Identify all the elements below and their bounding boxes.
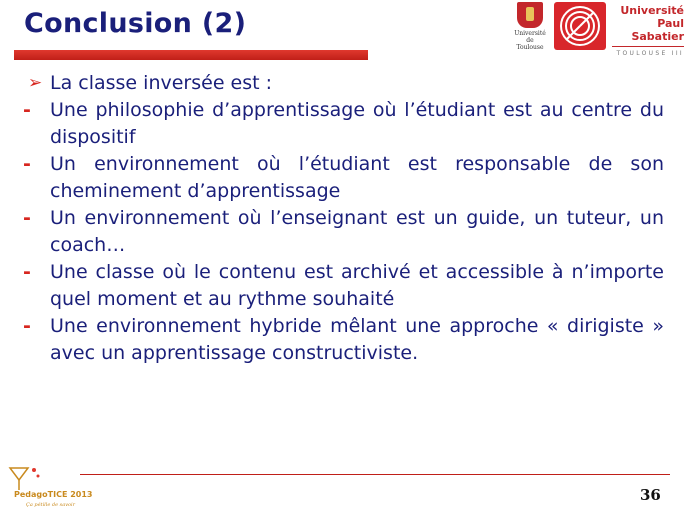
ut-logo-line2: de Toulouse bbox=[516, 37, 544, 51]
ut-logo-line1: Université bbox=[514, 30, 546, 37]
definition-list bbox=[23, 97, 664, 367]
list-item bbox=[23, 97, 664, 151]
list-item-text: Un environnement où l’étudiant est responsable de son cheminement d’apprentissage bbox=[50, 153, 664, 202]
pedagotice-logo bbox=[6, 464, 93, 514]
list-item bbox=[23, 151, 664, 205]
list-item-text: Une environnement hybride mêlant une approche « dirigiste » avec un apprentissage constructiviste. bbox=[50, 315, 664, 364]
list-item bbox=[23, 205, 664, 259]
dash-bullet-icon: - bbox=[23, 99, 31, 121]
dash-bullet-icon: - bbox=[23, 153, 31, 175]
footer-divider bbox=[80, 474, 670, 475]
dash-bullet-icon: - bbox=[23, 261, 31, 283]
ups-logo-line3: TOULOUSE III bbox=[616, 50, 684, 57]
page-number: 36 bbox=[640, 486, 661, 504]
list-item-text: Une classe où le contenu est archivé et accessible à n’importe quel moment et au rythme souhaité bbox=[50, 261, 664, 310]
slide-content bbox=[23, 70, 664, 367]
list-item-text: Un environnement où l’enseignant est un guide, un tuteur, un coach… bbox=[50, 207, 664, 256]
slide-title: Conclusion (2) bbox=[24, 8, 247, 39]
toulouse-shield-icon bbox=[517, 2, 543, 28]
dash-bullet-icon: - bbox=[23, 207, 31, 229]
arrow-bullet-icon: ➢ bbox=[28, 73, 43, 93]
intro-text: La classe inversée est : bbox=[50, 72, 273, 94]
list-item-text: Une philosophie d’apprentissage où l’étudiant est au centre du dispositif bbox=[50, 99, 664, 148]
ups-logo-divider bbox=[612, 46, 684, 47]
dash-bullet-icon: - bbox=[23, 315, 31, 337]
list-item bbox=[23, 259, 664, 313]
universite-de-toulouse-logo bbox=[512, 2, 548, 50]
list-item bbox=[23, 313, 664, 367]
ups-emblem-icon bbox=[554, 2, 606, 50]
pedagotice-tagline: Ça pétille de savoir bbox=[26, 502, 76, 508]
ups-logo-line2: Paul Sabatier bbox=[631, 17, 684, 43]
title-underline-bar bbox=[14, 50, 368, 60]
ups-logo-line1: Université bbox=[620, 4, 684, 17]
universite-paul-sabatier-logo-text bbox=[612, 4, 684, 57]
pedagotice-text: PedagoTICE 2013 bbox=[14, 490, 93, 499]
intro-line bbox=[28, 70, 664, 97]
